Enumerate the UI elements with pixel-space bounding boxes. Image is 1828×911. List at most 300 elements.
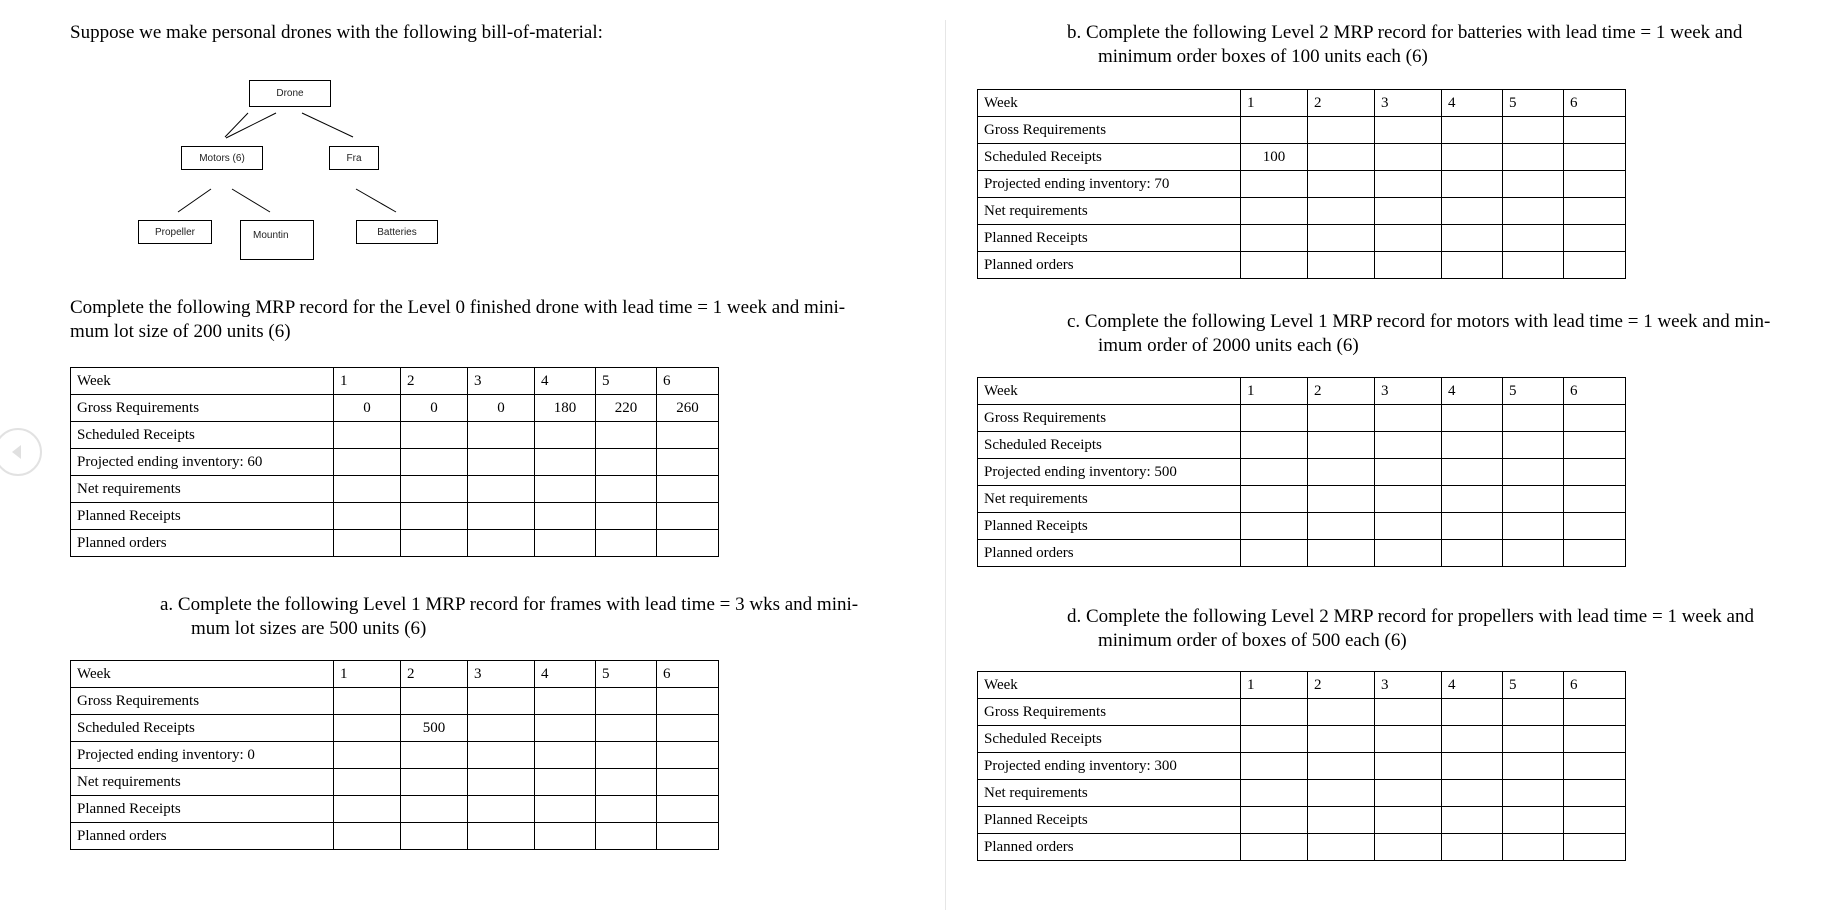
value-cell[interactable] (1308, 540, 1375, 567)
value-cell[interactable] (401, 823, 468, 850)
value-cell[interactable] (1308, 780, 1375, 807)
table-row-projected (71, 742, 719, 769)
value-cell[interactable] (1503, 405, 1564, 432)
row-label: Planned orders (978, 834, 1241, 861)
value-cell[interactable] (657, 530, 719, 557)
row-label: Scheduled Receipts (71, 422, 334, 449)
value-cell[interactable] (468, 742, 535, 769)
value-cell[interactable] (1241, 540, 1308, 567)
row-label: Gross Requirements (978, 405, 1241, 432)
value-cell[interactable] (535, 742, 596, 769)
question-d-line1: d. Complete the following Level 2 MRP record for propellers with lead time = 1 week and (1067, 606, 1754, 627)
value-cell[interactable]: 100 (1241, 144, 1308, 171)
week-cell: 3 (468, 661, 535, 688)
value-cell[interactable] (334, 688, 401, 715)
value-cell[interactable] (1442, 807, 1503, 834)
question-b-line2: minimum order boxes of 100 units each (6) (1098, 46, 1428, 67)
value-cell[interactable] (1308, 171, 1375, 198)
table-row-planned-orders (71, 823, 719, 850)
value-cell[interactable] (401, 476, 468, 503)
table-row-planned-orders (978, 252, 1626, 279)
value-cell[interactable] (1442, 780, 1503, 807)
question-b-line1: b. Complete the following Level 2 MRP record for batteries with lead time = 1 week and (1067, 22, 1743, 43)
intro-text: Suppose we make personal drones with the following bill-of-material: (70, 22, 603, 43)
value-cell[interactable] (1375, 198, 1442, 225)
value-cell[interactable] (401, 688, 468, 715)
value-cell[interactable] (1308, 699, 1375, 726)
value-cell[interactable] (1442, 699, 1503, 726)
value-cell[interactable] (1564, 405, 1626, 432)
table-row-planned-receipts (71, 796, 719, 823)
value-cell[interactable] (1503, 486, 1564, 513)
table-row-planned-receipts (978, 807, 1626, 834)
value-cell[interactable] (334, 769, 401, 796)
value-cell[interactable] (1564, 834, 1626, 861)
value-cell[interactable] (657, 715, 719, 742)
value-cell[interactable] (1308, 432, 1375, 459)
value-cell[interactable] (1375, 252, 1442, 279)
value-cell[interactable] (1308, 726, 1375, 753)
value-cell[interactable] (1375, 405, 1442, 432)
value-cell[interactable] (657, 769, 719, 796)
value-cell[interactable] (1442, 540, 1503, 567)
value-cell[interactable] (1503, 171, 1564, 198)
value-cell[interactable] (1503, 540, 1564, 567)
value-cell[interactable]: 0 (401, 395, 468, 422)
value-cell[interactable] (334, 715, 401, 742)
value-cell[interactable] (1375, 144, 1442, 171)
value-cell[interactable] (1503, 753, 1564, 780)
value-cell[interactable] (1241, 807, 1308, 834)
value-cell[interactable] (1564, 432, 1626, 459)
value-cell[interactable] (596, 688, 657, 715)
row-label: Gross Requirements (978, 699, 1241, 726)
value-cell[interactable] (1308, 753, 1375, 780)
value-cell[interactable] (1308, 807, 1375, 834)
row-label: Planned orders (978, 252, 1241, 279)
value-cell[interactable] (1241, 513, 1308, 540)
value-cell[interactable] (1442, 198, 1503, 225)
value-cell[interactable] (401, 742, 468, 769)
value-cell[interactable] (401, 422, 468, 449)
row-label: Planned Receipts (71, 796, 334, 823)
week-cell: 4 (535, 661, 596, 688)
value-cell[interactable] (334, 742, 401, 769)
week-cell: 3 (1375, 90, 1442, 117)
value-cell[interactable] (1308, 198, 1375, 225)
week-cell: 5 (1503, 672, 1564, 699)
value-cell[interactable] (1241, 252, 1308, 279)
value-cell[interactable] (535, 769, 596, 796)
table-row-gross (71, 395, 719, 422)
value-cell[interactable] (468, 476, 535, 503)
value-cell[interactable] (468, 530, 535, 557)
week-cell: 3 (468, 368, 535, 395)
table-row-gross (978, 699, 1626, 726)
value-cell[interactable] (535, 476, 596, 503)
week-cell: 1 (1241, 378, 1308, 405)
value-cell[interactable] (1442, 753, 1503, 780)
value-cell[interactable] (596, 503, 657, 530)
row-label: Week (978, 672, 1241, 699)
value-cell[interactable] (596, 530, 657, 557)
question-d-line2: minimum order of boxes of 500 each (6) (1098, 630, 1407, 651)
value-cell[interactable]: 220 (596, 395, 657, 422)
value-cell[interactable] (596, 796, 657, 823)
value-cell[interactable] (1564, 144, 1626, 171)
week-cell: 5 (596, 661, 657, 688)
table-row-scheduled (71, 715, 719, 742)
week-cell: 1 (1241, 672, 1308, 699)
week-cell: 6 (1564, 90, 1626, 117)
value-cell[interactable] (1442, 405, 1503, 432)
value-cell[interactable] (1241, 459, 1308, 486)
value-cell[interactable] (657, 476, 719, 503)
value-cell[interactable] (535, 530, 596, 557)
value-cell[interactable] (1308, 513, 1375, 540)
value-cell[interactable]: 0 (334, 395, 401, 422)
bom-node-propeller: Propeller (138, 220, 212, 244)
table-row-projected (978, 753, 1626, 780)
value-cell[interactable] (1308, 405, 1375, 432)
value-cell[interactable] (1442, 432, 1503, 459)
bom-node-motors: Motors (6) (181, 146, 263, 170)
value-cell[interactable] (1503, 834, 1564, 861)
question-b (1067, 21, 1742, 69)
table-row-net (71, 476, 719, 503)
row-label: Scheduled Receipts (978, 432, 1241, 459)
row-label: Net requirements (71, 476, 334, 503)
table-row-planned-receipts (71, 503, 719, 530)
value-cell[interactable] (334, 449, 401, 476)
value-cell[interactable] (657, 449, 719, 476)
row-label: Scheduled Receipts (978, 726, 1241, 753)
value-cell[interactable] (1308, 834, 1375, 861)
value-cell[interactable] (1308, 486, 1375, 513)
row-label: Gross Requirements (978, 117, 1241, 144)
value-cell[interactable] (1241, 834, 1308, 861)
question-d (1067, 605, 1754, 653)
value-cell[interactable] (596, 715, 657, 742)
value-cell[interactable] (468, 715, 535, 742)
bom-node-mounting: Mountin (240, 220, 314, 260)
row-label: Projected ending inventory: 300 (978, 753, 1241, 780)
value-cell[interactable] (1375, 699, 1442, 726)
table-row-gross (978, 117, 1626, 144)
table-row-projected (71, 449, 719, 476)
table-row-week (71, 368, 719, 395)
value-cell[interactable] (1241, 726, 1308, 753)
value-cell[interactable] (1308, 225, 1375, 252)
value-cell[interactable] (1564, 252, 1626, 279)
value-cell[interactable] (1442, 513, 1503, 540)
week-cell: 5 (1503, 378, 1564, 405)
value-cell[interactable] (1503, 252, 1564, 279)
value-cell[interactable] (596, 823, 657, 850)
value-cell[interactable] (596, 476, 657, 503)
value-cell[interactable] (1241, 225, 1308, 252)
value-cell[interactable] (1564, 699, 1626, 726)
week-cell: 3 (1375, 672, 1442, 699)
value-cell[interactable] (401, 503, 468, 530)
frames-mrp-table (70, 660, 719, 850)
value-cell[interactable] (1308, 459, 1375, 486)
drone-mrp-table (70, 367, 719, 557)
row-label: Planned Receipts (71, 503, 334, 530)
value-cell[interactable] (1442, 171, 1503, 198)
motors-mrp-table (977, 377, 1626, 567)
value-cell[interactable]: 500 (401, 715, 468, 742)
value-cell[interactable] (535, 503, 596, 530)
week-cell: 6 (1564, 378, 1626, 405)
value-cell[interactable] (334, 422, 401, 449)
value-cell[interactable] (401, 769, 468, 796)
value-cell[interactable] (1503, 225, 1564, 252)
row-label: Net requirements (71, 769, 334, 796)
value-cell[interactable] (535, 796, 596, 823)
value-cell[interactable] (468, 449, 535, 476)
value-cell[interactable] (1375, 540, 1442, 567)
value-cell[interactable] (1503, 459, 1564, 486)
value-cell[interactable] (1308, 144, 1375, 171)
week-cell: 2 (1308, 672, 1375, 699)
value-cell[interactable] (1442, 486, 1503, 513)
row-label: Projected ending inventory: 0 (71, 742, 334, 769)
value-cell[interactable] (1564, 753, 1626, 780)
table-row-net (978, 198, 1626, 225)
week-cell: 1 (334, 368, 401, 395)
value-cell[interactable] (1375, 432, 1442, 459)
table-row-gross (71, 688, 719, 715)
week-cell: 2 (1308, 90, 1375, 117)
level0-question (70, 296, 845, 344)
previous-page-button[interactable] (0, 428, 42, 476)
row-label: Gross Requirements (71, 688, 334, 715)
table-row-week (978, 672, 1626, 699)
level0-question-line2: mum lot size of 200 units (6) (70, 321, 291, 342)
value-cell[interactable] (1241, 486, 1308, 513)
value-cell[interactable] (1564, 486, 1626, 513)
value-cell[interactable] (1564, 198, 1626, 225)
value-cell[interactable] (1564, 459, 1626, 486)
value-cell[interactable] (596, 449, 657, 476)
batteries-mrp-table (977, 89, 1626, 279)
value-cell[interactable] (334, 503, 401, 530)
value-cell[interactable] (468, 823, 535, 850)
value-cell[interactable] (1442, 252, 1503, 279)
value-cell[interactable] (334, 476, 401, 503)
table-row-gross (978, 405, 1626, 432)
table-row-projected (978, 171, 1626, 198)
row-label: Scheduled Receipts (978, 144, 1241, 171)
row-label: Planned orders (71, 530, 334, 557)
level0-question-line1: Complete the following MRP record for the Level 0 finished drone with lead time = 1 week and mini- (70, 297, 846, 318)
value-cell[interactable] (1241, 699, 1308, 726)
value-cell[interactable] (1241, 432, 1308, 459)
table-row-net (71, 769, 719, 796)
value-cell[interactable] (1564, 726, 1626, 753)
table-row-scheduled (978, 726, 1626, 753)
value-cell[interactable] (1503, 807, 1564, 834)
week-cell: 2 (1308, 378, 1375, 405)
question-a (160, 593, 858, 641)
week-cell: 6 (657, 661, 719, 688)
value-cell[interactable] (535, 449, 596, 476)
row-label: Planned orders (978, 540, 1241, 567)
value-cell[interactable] (1241, 753, 1308, 780)
table-row-scheduled (71, 422, 719, 449)
value-cell[interactable] (1308, 117, 1375, 144)
value-cell[interactable] (1442, 117, 1503, 144)
value-cell[interactable] (535, 688, 596, 715)
value-cell[interactable] (1241, 780, 1308, 807)
value-cell[interactable] (596, 769, 657, 796)
table-row-scheduled (978, 144, 1626, 171)
value-cell[interactable] (1375, 513, 1442, 540)
row-label: Planned Receipts (978, 513, 1241, 540)
value-cell[interactable] (401, 530, 468, 557)
value-cell[interactable] (535, 715, 596, 742)
value-cell[interactable] (1241, 198, 1308, 225)
value-cell[interactable] (1503, 117, 1564, 144)
value-cell[interactable] (468, 422, 535, 449)
week-cell: 6 (1564, 672, 1626, 699)
value-cell[interactable] (401, 796, 468, 823)
value-cell[interactable] (468, 769, 535, 796)
value-cell[interactable] (1442, 726, 1503, 753)
value-cell[interactable] (1564, 540, 1626, 567)
table-row-planned-receipts (978, 225, 1626, 252)
value-cell[interactable] (468, 503, 535, 530)
value-cell[interactable] (1375, 117, 1442, 144)
value-cell[interactable] (1503, 198, 1564, 225)
question-c-line2: imum order of 2000 units each (6) (1098, 335, 1359, 356)
value-cell[interactable] (1241, 117, 1308, 144)
value-cell[interactable] (1564, 807, 1626, 834)
value-cell[interactable] (1442, 144, 1503, 171)
value-cell[interactable] (1442, 225, 1503, 252)
value-cell[interactable] (468, 688, 535, 715)
value-cell[interactable] (1375, 807, 1442, 834)
value-cell[interactable] (596, 742, 657, 769)
value-cell[interactable] (334, 823, 401, 850)
value-cell[interactable] (1375, 726, 1442, 753)
question-a-line2: mum lot sizes are 500 units (6) (191, 618, 427, 639)
value-cell[interactable] (1241, 171, 1308, 198)
table-row-planned-orders (978, 540, 1626, 567)
value-cell[interactable] (468, 796, 535, 823)
value-cell[interactable] (1375, 171, 1442, 198)
table-row-planned-orders (71, 530, 719, 557)
value-cell[interactable] (1375, 834, 1442, 861)
value-cell[interactable] (1503, 432, 1564, 459)
value-cell[interactable] (1375, 780, 1442, 807)
row-label: Planned Receipts (978, 225, 1241, 252)
value-cell[interactable] (1442, 459, 1503, 486)
bom-node-frame: Fra (329, 146, 379, 170)
value-cell[interactable] (1375, 486, 1442, 513)
value-cell[interactable] (1375, 225, 1442, 252)
table-row-net (978, 780, 1626, 807)
table-row-week (71, 661, 719, 688)
row-label: Scheduled Receipts (71, 715, 334, 742)
value-cell[interactable] (1308, 252, 1375, 279)
value-cell[interactable] (1241, 405, 1308, 432)
question-a-line1: a. Complete the following Level 1 MRP record for frames with lead time = 3 wks and mini- (160, 594, 859, 615)
value-cell[interactable] (657, 823, 719, 850)
row-label: Week (71, 368, 334, 395)
value-cell[interactable] (657, 422, 719, 449)
page-divider (945, 20, 946, 910)
week-cell: 2 (401, 661, 468, 688)
row-label: Net requirements (978, 780, 1241, 807)
week-cell: 2 (401, 368, 468, 395)
value-cell[interactable] (535, 422, 596, 449)
value-cell[interactable] (1564, 117, 1626, 144)
bom-diagram (0, 0, 945, 280)
table-row-net (978, 486, 1626, 513)
value-cell[interactable] (1564, 171, 1626, 198)
value-cell[interactable] (1375, 459, 1442, 486)
week-cell: 5 (596, 368, 657, 395)
value-cell[interactable] (1564, 225, 1626, 252)
row-label: Net requirements (978, 486, 1241, 513)
value-cell[interactable] (1442, 834, 1503, 861)
value-cell[interactable] (1564, 513, 1626, 540)
week-cell: 6 (657, 368, 719, 395)
row-label: Projected ending inventory: 70 (978, 171, 1241, 198)
value-cell[interactable]: 180 (535, 395, 596, 422)
value-cell[interactable] (657, 796, 719, 823)
value-cell[interactable] (1503, 780, 1564, 807)
value-cell[interactable] (1503, 513, 1564, 540)
value-cell[interactable] (334, 530, 401, 557)
value-cell[interactable] (1503, 726, 1564, 753)
value-cell[interactable] (1503, 144, 1564, 171)
propellers-mrp-table (977, 671, 1626, 861)
value-cell[interactable] (1564, 780, 1626, 807)
week-cell: 3 (1375, 378, 1442, 405)
table-row-planned-orders (978, 834, 1626, 861)
week-cell: 4 (1442, 378, 1503, 405)
value-cell[interactable] (1503, 699, 1564, 726)
week-cell: 4 (1442, 672, 1503, 699)
week-cell: 1 (1241, 90, 1308, 117)
question-c-line1: c. Complete the following Level 1 MRP record for motors with lead time = 1 week and min- (1067, 311, 1771, 332)
table-row-planned-receipts (978, 513, 1626, 540)
value-cell[interactable] (657, 688, 719, 715)
question-c (1067, 310, 1770, 358)
row-label: Planned orders (71, 823, 334, 850)
week-cell: 4 (1442, 90, 1503, 117)
value-cell[interactable] (401, 449, 468, 476)
value-cell[interactable] (1375, 753, 1442, 780)
value-cell[interactable] (657, 742, 719, 769)
row-label: Projected ending inventory: 60 (71, 449, 334, 476)
value-cell[interactable]: 260 (657, 395, 719, 422)
bom-node-batteries: Batteries (356, 220, 438, 244)
value-cell[interactable]: 0 (468, 395, 535, 422)
value-cell[interactable] (535, 823, 596, 850)
row-label: Projected ending inventory: 500 (978, 459, 1241, 486)
row-label: Gross Requirements (71, 395, 334, 422)
row-label: Week (71, 661, 334, 688)
value-cell[interactable] (596, 422, 657, 449)
value-cell[interactable] (657, 503, 719, 530)
value-cell[interactable] (334, 796, 401, 823)
row-label: Net requirements (978, 198, 1241, 225)
row-label: Planned Receipts (978, 807, 1241, 834)
